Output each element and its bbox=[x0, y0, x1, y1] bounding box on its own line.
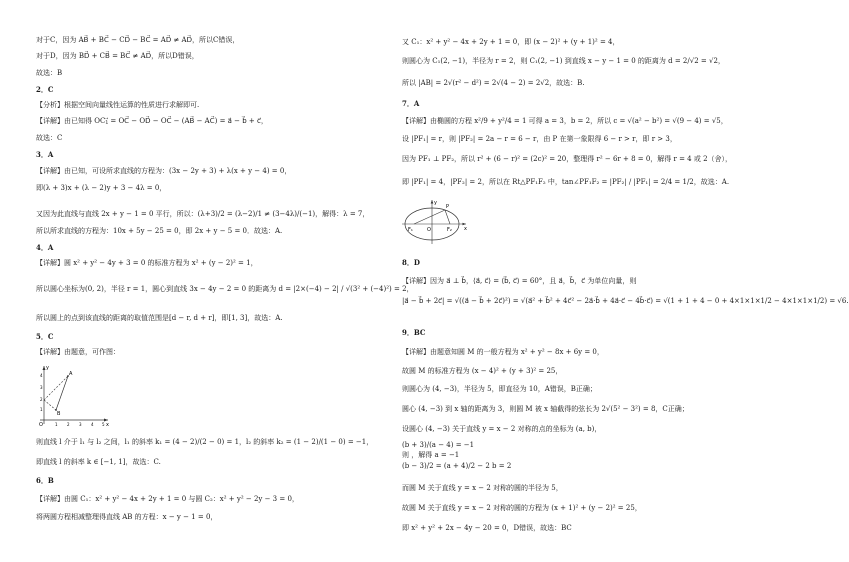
solution-text-line: 又 C₁：x² + y² − 4x + 2y + 1 = 0，即 (x − 2)² + (y + 1)² = 4， bbox=[402, 38, 620, 46]
solution-text-line: 【详解】圆 x² + y² − 4y + 3 = 0 的标准方程为 x² + (y − 2)² = 1， bbox=[36, 259, 258, 267]
solution-text-line: 则 ，解得 a = −1 bbox=[402, 451, 460, 459]
problem-number-answer: 2．C bbox=[36, 85, 54, 94]
solution-text-line: |a⃗ − b⃗ + 2c⃗| = √((a⃗ − b⃗ + 2c⃗)²) = √(a⃗² + b⃗² + 4c⃗² − 2a⃗·b⃗ + 4a⃗·c⃗ − 4b⃗·c⃗) = √(1 + 1 + 4 − 0 + 4×1×1×1/2 − 4×1×1×1/2) = √6. bbox=[402, 297, 849, 305]
solution-text-line: 即(λ + 3)x + (λ − 2)y + 3 − 4λ = 0， bbox=[36, 184, 167, 192]
solution-text-line: 【详解】由圆 C₁：x² + y² − 4x + 2y + 1 = 0 与圆 C₂：x² + y² − 2y − 3 = 0， bbox=[36, 495, 299, 503]
segment-pf1 bbox=[414, 210, 445, 224]
x-tick-label: 5 bbox=[102, 422, 105, 427]
problem-number-answer: 8．D bbox=[402, 258, 420, 267]
x-tick-label: 1 bbox=[55, 422, 58, 427]
line-l2 bbox=[44, 400, 56, 410]
solution-text-line: 故圆 M 的标准方程为 (x − 4)² + (y + 3)² = 25， bbox=[402, 367, 563, 375]
solution-text-line: 将两圆方程相减整理得直线 AB 的方程：x − y − 1 = 0， bbox=[36, 513, 218, 521]
axis-label-y: y bbox=[434, 200, 437, 206]
solution-text-line: 又因为此直线与直线 2x + y − 1 = 0 平行，所以：(λ+3)/2 = (λ−2)/1 ≠ (3−4λ)/(−1)，解得：λ = 7， bbox=[36, 210, 370, 218]
problem-number-answer: 6．B bbox=[36, 476, 54, 485]
point-label-b: B bbox=[57, 411, 61, 417]
solution-text-line: 则圆心为 C₁(2, −1)，半径为 r = 2，则 C₁(2, −1) 到直线 x − y − 1 = 0 的距离为 d = 2/√2 = √2， bbox=[402, 57, 725, 65]
solution-text-line: 即直线 l 的斜率 k ∈ [−1, 1]，故选：C. bbox=[36, 458, 161, 466]
axis-label-y: y bbox=[46, 365, 49, 371]
problem-number-answer: 3．A bbox=[36, 150, 54, 159]
solution-text-line: 【详解】因为 a⃗ ⊥ b⃗，⟨a⃗, c⃗⟩ = ⟨b⃗, c⃗⟩ = 60°，且 a⃗，b⃗，c⃗ 为单位向量，则 bbox=[402, 277, 637, 285]
solution-text-line: 圆心 (4, −3) 到 x 轴的距离为 3，则圆 M 被 x 轴截得的弦长为 2√(5² − 3²) = 8，C正确； bbox=[402, 405, 689, 413]
line-l1 bbox=[44, 376, 68, 400]
solution-text-line: 【详解】由椭圆的方程 x²/9 + y²/4 = 1 可得 a = 3，b = 2，所以 c = √(a² − b²) = √(9 − 4) = √5， bbox=[402, 117, 728, 125]
problem-number-answer: 5．C bbox=[36, 332, 54, 341]
problem-number-answer: 9．BC bbox=[402, 328, 426, 337]
origin-label: O bbox=[427, 227, 431, 233]
solution-text-line: 所以圆上的点到该直线的距离的取值范围是[d − r, d + r]，即[1, 3]，故选：A. bbox=[36, 314, 283, 322]
segment-ab bbox=[56, 376, 68, 410]
y-axis-arrow-icon bbox=[431, 200, 434, 204]
x-tick-label: 2 bbox=[67, 422, 70, 427]
solution-text-line: 故选：B bbox=[36, 69, 63, 77]
solution-text-line: 所以圆心坐标为(0, 2)，半径 r = 1，圆心到直线 3x − 4y − 2 = 0 的距离为 d = |2×(−4) − 2| / √(3² + (−4)²) = 2， bbox=[36, 285, 414, 293]
point-label-a: A bbox=[69, 371, 73, 377]
solution-text-line: 则圆心为 (4, −3)，半径为 5，即直径为 10，A错误，B正确； bbox=[402, 385, 597, 393]
x-axis-arrow-icon bbox=[463, 223, 467, 226]
axis-label-x: x bbox=[106, 422, 109, 428]
solution-text-line: 对于C，因为 AB⃗ + BC⃗ − CD⃗ − BC⃗ = AD⃗ ≠ AD⃗，所以C错误， bbox=[36, 36, 240, 44]
problem5-coordinate-figure bbox=[36, 362, 112, 428]
solution-text-line: 即 x² + y² + 2x − 4y − 20 = 0，D错误，故选：BC bbox=[402, 524, 572, 532]
x-tick-label: 3 bbox=[79, 422, 82, 427]
problem-number-answer: 4．A bbox=[36, 243, 54, 252]
x-tick-label: 4 bbox=[91, 422, 94, 427]
solution-text-line: 故选：C bbox=[36, 134, 63, 142]
solution-text-line: 则直线 l 介于 l₁ 与 l₂ 之间，l₁ 的斜率 k₁ = (4 − 2)/(2 − 0) = 1，l₂ 的斜率 k₂ = (1 − 2)/(1 − 0) = −1， bbox=[36, 438, 374, 446]
solution-text-line: 设 |PF₁| = r，则 |PF₂| = 2a − r = 6 − r，由 P 在第一象限得 6 − r > r，即 r > 3， bbox=[402, 135, 677, 143]
solution-text-line: 所以 |AB| = 2√(r² − d²) = 2√(4 − 2) = 2√2，故选：B. bbox=[402, 79, 585, 87]
solution-text-line: 故圆 M 关于直线 y = x − 2 对称的圆的方程为 (x + 1)² + (y − 2)² = 25， bbox=[402, 504, 642, 512]
point-label-f1: F₁ bbox=[408, 227, 413, 233]
solution-text-line: (b − 3)/2 = (a + 4)/2 − 2 b = 2 bbox=[402, 462, 512, 470]
y-tick-label: 4 bbox=[40, 373, 43, 378]
solution-text-line: 【详解】由题意，可作图： bbox=[36, 348, 120, 356]
solution-text-line: 【详解】由已知，可设所求直线的方程为：(3x − 2y + 3) + λ(x + y − 4) = 0， bbox=[36, 167, 292, 175]
solution-text-line: 设圆心 (4, −3) 关于直线 y = x − 2 对称的点的坐标为 (a, b)， bbox=[402, 425, 602, 433]
solution-text-line: 而圆 M 关于直线 y = x − 2 对称的圆的半径为 5， bbox=[402, 484, 563, 492]
solution-text-line: 【详解】由题意知圆 M 的一般方程为 x² + y² − 8x + 6y = 0， bbox=[402, 348, 604, 356]
y-tick-label: 2 bbox=[40, 397, 43, 402]
solution-text-line: 即 |PF₁| = 4，|PF₂| = 2，所以在 Rt△PF₁F₂ 中，tan∠PF₁F₂ = |PF₂| / |PF₁| = 2/4 = 1/2，故选：A. bbox=[402, 178, 730, 186]
problem7-ellipse-figure bbox=[400, 196, 470, 246]
axis-label-x: x bbox=[464, 226, 467, 232]
y-tick-label: 1 bbox=[40, 407, 43, 412]
solution-text-line: 因为 PF₁ ⊥ PF₂，所以 r² + (6 − r)² = (2c)² = 20，整理得 r² − 6r + 8 = 0，解得 r = 4 或 2（舍）， bbox=[402, 155, 733, 163]
solution-text-line: (b + 3)/(a − 4) = −1 bbox=[402, 441, 475, 449]
point-label-f2: F₂ bbox=[447, 227, 452, 233]
problem-number-answer: 7．A bbox=[402, 99, 420, 108]
solution-text-line: 【详解】由已知得 OC₁⃗ = OC⃗ − OD⃗ − OC⃗ − (AB⃗ − AC⃗) = a⃗ − b⃗ + c⃗， bbox=[36, 117, 268, 125]
solution-text-line: 【分析】根据空间向量线性运算的性质进行求解即可. bbox=[36, 101, 200, 109]
solution-text-line: 所以所求直线的方程为：10x + 5y − 25 = 0，即 2x + y − 5 = 0．故选：A. bbox=[36, 227, 283, 235]
y-tick-label: 3 bbox=[40, 385, 43, 390]
point-label-p: P bbox=[446, 204, 450, 210]
origin-label: O bbox=[39, 422, 43, 428]
solution-text-line: 对于D，因为 BD⃗ + CB⃗ = BC⃗ ≠ AD⃗，所以D错误， bbox=[36, 52, 199, 60]
segment-pf2 bbox=[445, 210, 450, 224]
